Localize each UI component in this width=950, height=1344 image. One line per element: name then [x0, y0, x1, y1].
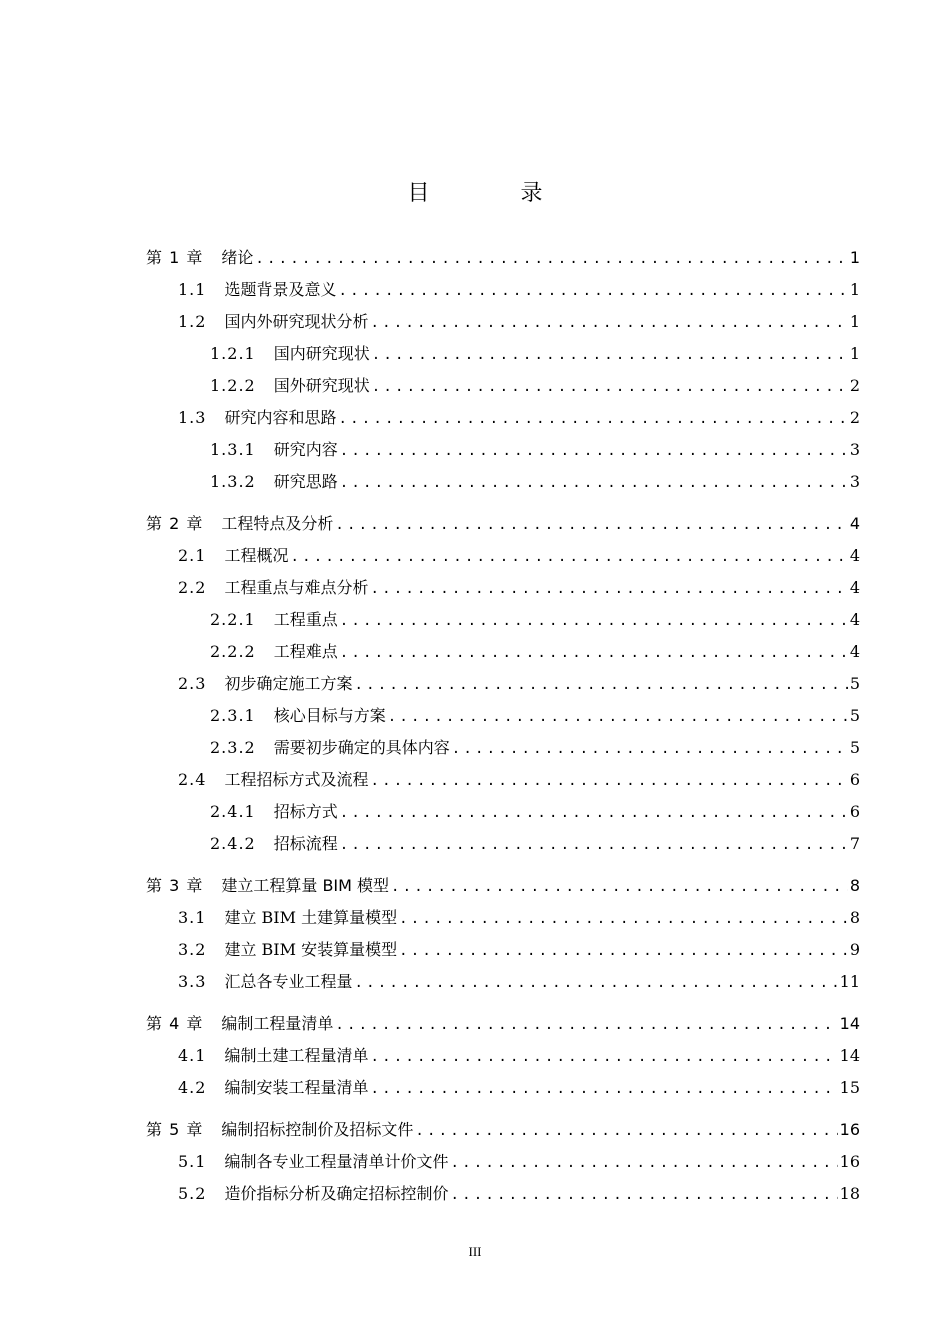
page-number: III — [468, 1244, 482, 1259]
toc-dot-leader — [338, 275, 847, 307]
toc-entry-number: 1.2.1 — [210, 344, 256, 363]
toc-entry-label: 国内外研究现状分析 — [224, 312, 369, 331]
toc-dot-leader — [370, 307, 847, 339]
toc-dot-leader — [290, 541, 847, 573]
toc-entry-label: 编制各专业工程量清单计价文件 — [224, 1152, 449, 1171]
toc-dot-leader — [370, 1073, 837, 1105]
toc-entry-number: 2.1 — [178, 546, 207, 565]
toc-section-entry[interactable] — [146, 1072, 860, 1104]
toc-entry-page: 15 — [839, 1078, 860, 1097]
toc-chapter-entry[interactable] — [146, 1008, 860, 1040]
toc-entry-number: 3.2 — [178, 940, 207, 959]
toc-section-entry[interactable] — [146, 1146, 860, 1178]
toc-entry-page: 5 — [849, 674, 860, 693]
toc-entry-number: 2.2.2 — [210, 642, 256, 661]
toc-entry-number: 1.3.1 — [210, 440, 256, 459]
toc-entry-number: 第 2 章 — [146, 514, 204, 533]
toc-entry-page: 3 — [849, 472, 860, 491]
toc-entry-label: 研究思路 — [273, 472, 338, 491]
toc-dot-leader — [340, 797, 848, 829]
toc-entry-page: 5 — [849, 738, 860, 757]
toc-entry-label: 编制招标控制价及招标文件 — [221, 1120, 414, 1139]
toc-entry-label: 编制安装工程量清单 — [224, 1078, 369, 1097]
toc-entry-label: 研究内容 — [273, 440, 338, 459]
toc-entry-page: 8 — [849, 876, 860, 895]
toc-section-entry[interactable] — [146, 796, 860, 828]
toc-entry-page: 8 — [849, 908, 860, 927]
toc-chapter-entry[interactable] — [146, 242, 860, 274]
toc-entry-number: 3.3 — [178, 972, 207, 991]
toc-entry-number: 2.4.1 — [210, 802, 256, 821]
toc-entry-page: 4 — [849, 642, 860, 661]
toc-entry-page: 18 — [839, 1184, 860, 1203]
toc-entry-label: 核心目标与方案 — [273, 706, 386, 725]
toc-entry-label: 编制工程量清单 — [221, 1014, 334, 1033]
toc-entry-page: 4 — [849, 578, 860, 597]
toc-entry-label: 建立 BIM 土建算量模型 — [224, 908, 398, 927]
toc-entry-number: 第 5 章 — [146, 1120, 204, 1139]
toc-entry-label: 招标方式 — [273, 802, 338, 821]
toc-dot-leader — [340, 467, 848, 499]
toc-dot-leader — [450, 1147, 837, 1179]
toc-entry-number: 2.3 — [178, 674, 207, 693]
toc-entry-label: 造价指标分析及确定招标控制价 — [224, 1184, 449, 1203]
toc-entry-number: 第 4 章 — [146, 1014, 204, 1033]
toc-entry-label: 汇总各专业工程量 — [224, 972, 353, 991]
toc-dot-leader — [340, 637, 848, 669]
toc-section-entry[interactable] — [146, 764, 860, 796]
toc-dot-leader — [450, 1179, 837, 1211]
toc-entry-number: 第 3 章 — [146, 876, 204, 895]
toc-dot-leader — [370, 1041, 837, 1073]
toc-entry-page: 11 — [839, 972, 860, 991]
toc-section-entry[interactable] — [146, 370, 860, 402]
toc-entry-page: 16 — [839, 1120, 860, 1139]
toc-entry-label: 研究内容和思路 — [224, 408, 337, 427]
toc-dot-leader — [340, 605, 848, 637]
toc-entry-page: 6 — [849, 770, 860, 789]
toc-dot-leader — [340, 829, 848, 861]
toc-section-entry[interactable] — [146, 966, 860, 998]
toc-entry-label: 编制土建工程量清单 — [224, 1046, 369, 1065]
toc-entry-label: 需要初步确定的具体内容 — [273, 738, 450, 757]
toc-entry-page: 4 — [849, 610, 860, 629]
toc-entry-page: 1 — [849, 280, 860, 299]
toc-entry-number: 2.2 — [178, 578, 207, 597]
toc-entry-label: 工程招标方式及流程 — [224, 770, 369, 789]
toc-section-entry[interactable] — [146, 1040, 860, 1072]
toc-entry-label: 工程重点 — [273, 610, 338, 629]
toc-entry-page: 4 — [849, 514, 860, 533]
toc-entry-label: 国内研究现状 — [273, 344, 370, 363]
toc-dot-leader — [340, 435, 848, 467]
toc-section-entry[interactable] — [146, 306, 860, 338]
toc-dot-leader — [452, 733, 848, 765]
toc-entry-label: 绪论 — [221, 248, 254, 267]
toc-entry-page: 2 — [849, 376, 860, 395]
toc-entry-page: 14 — [839, 1014, 860, 1033]
toc-chapter-entry[interactable] — [146, 508, 860, 540]
toc-entry-label: 建立 BIM 安装算量模型 — [224, 940, 398, 959]
toc-dot-leader — [255, 243, 847, 275]
toc-entry-label: 国外研究现状 — [273, 376, 370, 395]
toc-entry-number: 5.2 — [178, 1184, 207, 1203]
toc-entry-number: 3.1 — [178, 908, 207, 927]
toc-entry-number: 4.2 — [178, 1078, 207, 1097]
toc-entry-page: 7 — [849, 834, 860, 853]
toc-entry-page: 14 — [839, 1046, 860, 1065]
toc-entry-page: 5 — [849, 706, 860, 725]
toc-entry-number: 5.1 — [178, 1152, 207, 1171]
toc-section-entry[interactable] — [146, 540, 860, 572]
toc-entry-page: 1 — [849, 312, 860, 331]
toc-section-entry[interactable] — [146, 434, 860, 466]
toc-section-entry[interactable] — [146, 934, 860, 966]
toc-dot-leader — [338, 403, 847, 435]
toc-dot-leader — [391, 871, 848, 903]
toc-entry-label: 选题背景及意义 — [224, 280, 337, 299]
toc-entry-label: 招标流程 — [273, 834, 338, 853]
toc-entry-number: 1.2.2 — [210, 376, 256, 395]
toc-entry-label: 工程特点及分析 — [221, 514, 334, 533]
toc-dot-leader — [370, 765, 847, 797]
toc-entry-page: 3 — [849, 440, 860, 459]
toc-entry-number: 1.2 — [178, 312, 207, 331]
toc-dot-leader — [335, 509, 847, 541]
toc-entry-page: 16 — [839, 1152, 860, 1171]
toc-section-entry[interactable] — [146, 828, 860, 860]
toc-section-entry[interactable] — [146, 338, 860, 370]
toc-dot-leader — [354, 967, 837, 999]
toc-entry-page: 2 — [849, 408, 860, 427]
toc-section-entry[interactable] — [146, 732, 860, 764]
toc-section-entry[interactable] — [146, 402, 860, 434]
toc-section-entry[interactable] — [146, 668, 860, 700]
toc-entry-page: 9 — [849, 940, 860, 959]
table-of-contents — [146, 242, 860, 1210]
toc-chapter-entry[interactable] — [146, 1114, 860, 1146]
toc-entry-page: 6 — [849, 802, 860, 821]
toc-dot-leader — [388, 701, 848, 733]
toc-entry-number: 2.4.2 — [210, 834, 256, 853]
toc-entry-page: 1 — [849, 248, 860, 267]
toc-section-entry[interactable] — [146, 466, 860, 498]
toc-entry-number: 2.3.1 — [210, 706, 256, 725]
toc-section-entry[interactable] — [146, 636, 860, 668]
toc-entry-label: 建立工程算量 BIM 模型 — [221, 876, 390, 895]
toc-dot-leader — [415, 1115, 837, 1147]
toc-entry-label: 工程重点与难点分析 — [224, 578, 369, 597]
toc-section-entry[interactable] — [146, 572, 860, 604]
toc-dot-leader — [399, 903, 848, 935]
toc-entry-number: 2.4 — [178, 770, 207, 789]
toc-entry-label: 初步确定施工方案 — [224, 674, 353, 693]
toc-section-entry[interactable] — [146, 700, 860, 732]
toc-dot-leader — [399, 935, 848, 967]
toc-dot-leader — [372, 339, 848, 371]
toc-title: 目 录 — [407, 181, 585, 206]
toc-entry-number: 第 1 章 — [146, 248, 204, 267]
toc-section-entry[interactable] — [146, 604, 860, 636]
toc-entry-number: 2.2.1 — [210, 610, 256, 629]
toc-entry-page: 1 — [849, 344, 860, 363]
toc-section-entry[interactable] — [146, 902, 860, 934]
toc-dot-leader — [370, 573, 847, 605]
toc-chapter-entry[interactable] — [146, 870, 860, 902]
toc-entry-number: 4.1 — [178, 1046, 207, 1065]
toc-dot-leader — [335, 1009, 837, 1041]
toc-dot-leader — [372, 371, 848, 403]
toc-entry-label: 工程概况 — [224, 546, 289, 565]
toc-entry-page: 4 — [849, 546, 860, 565]
toc-section-entry[interactable] — [146, 274, 860, 306]
toc-entry-number: 1.3 — [178, 408, 207, 427]
toc-entry-label: 工程难点 — [273, 642, 338, 661]
toc-entry-number: 1.3.2 — [210, 472, 256, 491]
toc-section-entry[interactable] — [146, 1178, 860, 1210]
toc-dot-leader — [354, 669, 847, 701]
toc-entry-number: 1.1 — [178, 280, 207, 299]
toc-entry-number: 2.3.2 — [210, 738, 256, 757]
